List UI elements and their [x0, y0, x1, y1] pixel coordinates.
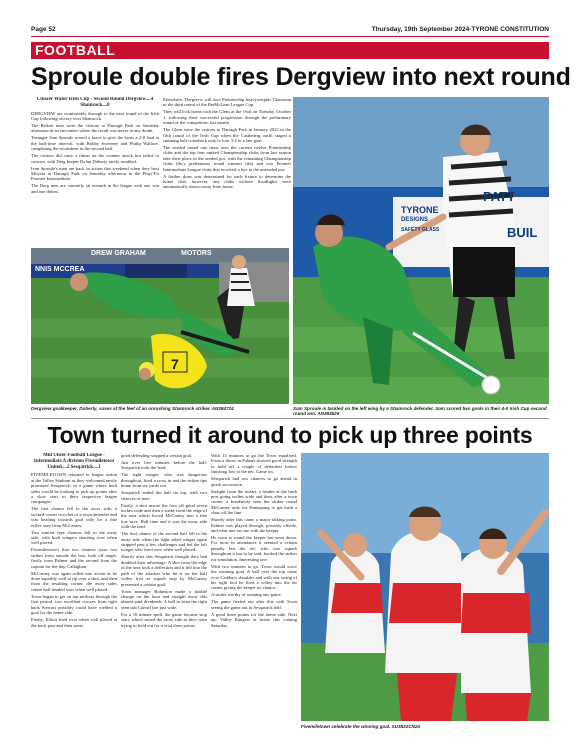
- paragraph: He went to round the keeper but went down. For most in attendance it seemed a certain penalty but the ref, who was superb throughout it has to be said, booked the striker for simulation. Interesting one.: [211, 535, 297, 562]
- top-rule: [31, 36, 549, 37]
- story-divider: [31, 418, 549, 419]
- paragraph: Town manager Robinson made a double change on the hour and straight away this almost paid dividends. A ball in from the right seen sub Carroll fire just wide.: [121, 588, 207, 610]
- paragraph: The Glens were the visitors to Darragh Park in January 2022 in the fifth round of the Irish Cup when the Castlederg outfit staged a stunning half comeback only to lose 3-2 to a late goal.: [163, 127, 291, 144]
- paragraph: Firstly, a shot across the face off good seven inches wide and then a strike from the edge of the area which forced McCamey into a fine low save. Half time and it was the away side with the lead.: [121, 502, 207, 530]
- paragraph: Town began to get on top midway through the first period, two excellent crosses from right back Stewart possibly could have yielded a goal for the home side.: [31, 593, 117, 616]
- paragraph: Shortly after this came a major talking point. Palmer was played through, possibly offside, and went one on one with the keeper.: [211, 517, 297, 534]
- paragraph: Sesqatrick had two chances to go ahead in quick succession.: [211, 476, 297, 487]
- caption-tackle-photo: Sam Sproule is tackled on the left wing by a Shamrock defender. Sam scored two goals in their 4-0 Irish Cup second round win. AN384526: [293, 406, 547, 417]
- advert-board-buil: BUIL: [507, 225, 538, 240]
- paragraph: Sesqatrick ended the half on top, with two chances of note.: [121, 490, 207, 501]
- paragraph: FIVEMILETOWN returned to league action at the Valley Stadium as they welcomed newly promoted Sesqatrick, in a game where both sides would be looking to pick up points after a slow start to their respective league campaigns.: [31, 472, 117, 505]
- celebration-photo-illustration: [301, 453, 549, 721]
- paragraph: Firstly, Elliott fired over when well placed at the back post and then some: [31, 617, 117, 628]
- paragraph: Ivan Sproule's men are back in action this weekend when they host Moyola at Darragh Park on Saturday afternoon in the Playr-Fit Premier Intermediate.: [31, 165, 159, 182]
- caption-celebration-photo: Fivemiletown celebrate the winning goal. SU3822CN24: [301, 724, 420, 729]
- page-number: Page 52: [31, 26, 56, 33]
- story1-column-1: [31, 97, 159, 253]
- paragraph: A good three points for the home side. Next up, Valley Rangers at home this coming Saturday.: [211, 611, 297, 628]
- paragraph: Fivemiletown's first two chances were two strikes from outside the box, both off target, firstly from Palmer and the second from the captain for the day, Callaghan.: [31, 547, 117, 569]
- masthead-bar: [31, 24, 549, 36]
- photo-sproule-tackle: [293, 97, 549, 404]
- date-and-paper: Thursday, 19th September 2024-TYRONE CONSTITUTION: [371, 26, 549, 33]
- story1-lead: Clearer Water Irish Cup - Second Round Dergview....4 Shamrock....0: [36, 97, 154, 108]
- paragraph: With two minutes to go, Town would score the winning goal. A ball over the top came over Cadden's shoulder and with one swing of his right foot he fired a volley into the far corner giving the keeper no chance.: [211, 563, 297, 591]
- paragraph: The game fizzled out after this with Town seeing the game out in Sesqatrick half.: [211, 599, 297, 610]
- section-title: FOOTBALL: [35, 42, 116, 58]
- story2-lead: Mid Ulster Football League - Intermediate A division Fivemiletown United....2 Sesqatrick....1: [33, 453, 115, 470]
- story2-column-3: [211, 453, 297, 723]
- paragraph: The visitors did carry a threat on the counter attack but failed to convert, with Derg keeper Dylan Doherty rarely troubled.: [31, 153, 159, 164]
- paragraph: For a 10 minute spell, the game became stop start, which suited the away side as they were trying to hold out for a vital three points.: [121, 611, 207, 628]
- advert-board-drew-graham: DREW GRAHAM: [91, 250, 146, 257]
- story2-headline: Town turned it around to pick up three points: [47, 422, 533, 448]
- section-banner: [31, 42, 549, 59]
- paragraph: Shortly after this Sesqatrick thought they had doubled their advantage. A shot from the edge of the area took a deflection and it fell into the path of the attacker who hit it on the half volley first as superb stop by McCamey prevented a certain goal.: [121, 554, 207, 587]
- paragraph: The Belfast men were the visitors to Darragh Park on Saturday afternoon in an encounter where the result was never in any doubt.: [31, 123, 159, 134]
- paragraph: McCamey was again called into action as he done superbly well to tip over a shot, and then from the resulting corner, the away sides centre half headed over when well placed.: [31, 570, 117, 592]
- story1-column-2: [163, 97, 291, 253]
- paragraph: They will lock horns with the Glens at the Oval on Tuesday, October 1, following their successful progression through the preliminary round of the competition last month.: [163, 109, 291, 126]
- paragraph: The right winger, who was dangerous throughout, fired a cross in and the striker tips home from six yards out.: [121, 472, 207, 489]
- svg-text:7: 7: [171, 356, 179, 372]
- paragraph: The Derg men are currently sit seventh in the league with one win and one defeat.: [31, 183, 159, 194]
- paragraph: A further draw was determined for each fixture to determine the home club, however, any clubs without floodlights were automatically drawn away from home.: [163, 173, 291, 190]
- paragraph: Teenager Sam Sproule scored a brace to give the hosts a 2-0 lead at the half-time interval, with Bobby Sweeney and Philip Wallace, completing the scoresheet in the second half.: [31, 135, 159, 152]
- paragraph: The seeded round one draw sees the current twelve Premiership clubs and the top four ranked Championship clubs from last season take their place in the seeded pot, with the remaining Championship clubs (tbc), preliminary round winners (tbt) and two Premier Intermediate League clubs that received a bye in the unseeded pot.: [163, 145, 291, 172]
- advert-board-designs: DESIGNS: [401, 217, 429, 223]
- advert-board-nnis-mccrea: NNIS MCCREA: [35, 266, 85, 273]
- story2-column-1: [31, 453, 117, 723]
- caption-goalkeeper-photo: Dergview goalkeeper, Doherty, saves at the feet of an onrushing Shamrock striker. AN384724: [31, 406, 234, 411]
- paragraph: Elsewhere, Dergview will face Premiership heavyweights Glentoran in the third round of the BetMcLean League Cup.: [163, 97, 291, 108]
- paragraph: A stroke worthy of winning any game.: [211, 592, 282, 598]
- tackle-photo-illustration: [293, 97, 549, 404]
- paragraph: Straight from the restart, a header at the back post going inches wide and then, after a town corner, a breakaway seen the striker round McCamey only for Pennapong to get back a clear off the line.: [211, 488, 297, 516]
- paragraph: DERGVIEW are comfortably through to the next round of the Irish Cup following victory over Shamrock.: [31, 110, 159, 121]
- photo-goalkeeper-save: [31, 248, 289, 404]
- paragraph: With 15 minutes to go the Town equalised. From a throw in Palmer showed good strength to hold off a couple of defenders before finishing low to the net. Game on.: [211, 453, 297, 475]
- advert-board-tyrone: TYRONE: [401, 205, 439, 215]
- paragraph: Just over five minutes before the half, Sesqatrick took the lead.: [121, 460, 207, 471]
- story2-column-2: [121, 453, 207, 723]
- advert-board-safety-glass: SAFETY GLASS: [401, 227, 440, 233]
- paragraph: The first chance fell to the away side, a wicked corner ricochet of a town defender and was heading towards goal only for a fine reflex save from McCamey.: [31, 506, 117, 528]
- paragraph: Two similar type chances fell to the away side, with both wingers shooting over when well placed.: [31, 529, 117, 546]
- advert-board-patt: PATT: [483, 189, 516, 204]
- advert-board-motors: MOTORS: [181, 250, 212, 257]
- paragraph: The first chance of the second half fell to the away side when the right sided winger again stripped past a few challenges and fed the left winger who fired over when well placed.: [121, 531, 207, 553]
- photo-fivemiletown-celebration: [301, 453, 549, 721]
- story1-headline: Sproule double fires Dergview into next round: [31, 63, 571, 91]
- paragraph: good defending stopped a certain goal.: [121, 453, 193, 458]
